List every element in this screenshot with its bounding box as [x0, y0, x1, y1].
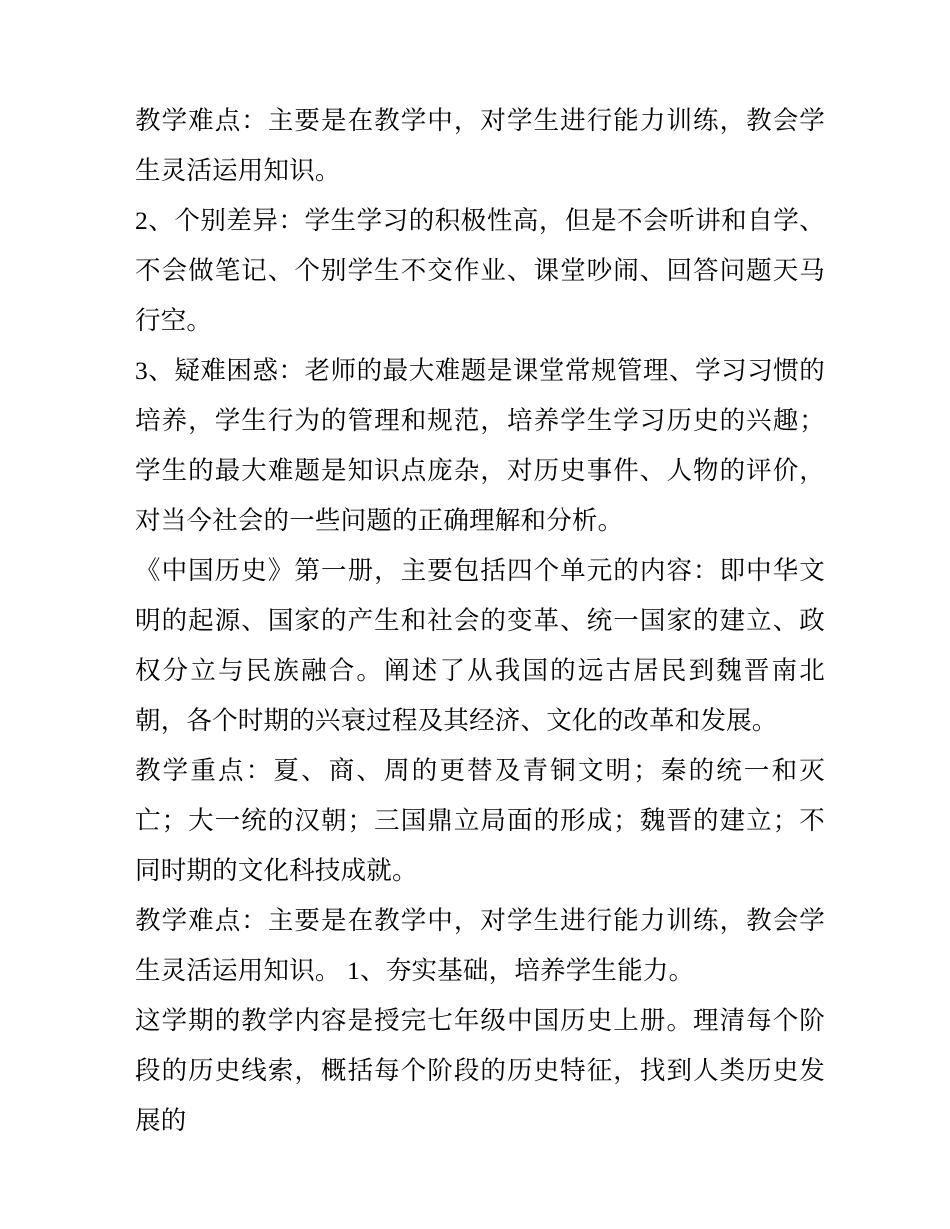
- paragraph: 教学重点：夏、商、周的更替及青铜文明；秦的统一和灭亡；大一统的汉朝；三国鼎立局面的形成；魏晋的建立；不同时期的文化科技成就。: [135, 756, 825, 885]
- paragraph: 教学难点：主要是在教学中，对学生进行能力训练，教会学生灵活运用知识。: [135, 106, 825, 185]
- paragraph: 这学期的教学内容是授完七年级中国历史上册。理清每个阶段的历史线索，概括每个阶段的历史特征，找到人类历史发展的: [135, 1006, 825, 1135]
- document-body: [135, 96, 825, 1146]
- paragraph: 3、疑难困惑：老师的最大难题是课堂常规管理、学习习惯的培养，学生行为的管理和规范，培养学生学习历史的兴趣；学生的最大难题是知识点庞杂，对历史事件、人物的评价，对当今社会的一些问题的正确理解和分析。: [135, 356, 825, 535]
- paragraph: 教学难点：主要是在教学中，对学生进行能力训练，教会学生灵活运用知识。 1、夯实基础，培养学生能力。: [135, 906, 825, 985]
- paragraph: 《中国历史》第一册，主要包括四个单元的内容：即中华文明的起源、国家的产生和社会的变革、统一国家的建立、政权分立与民族融合。阐述了从我国的远古居民到魏晋南北朝，各个时期的兴衰过程及其经济、文化的改革和发展。: [135, 556, 825, 735]
- paragraph: 2、个别差异：学生学习的积极性高，但是不会听讲和自学、不会做笔记、个别学生不交作业、课堂吵闹、回答问题天马行空。: [135, 206, 825, 335]
